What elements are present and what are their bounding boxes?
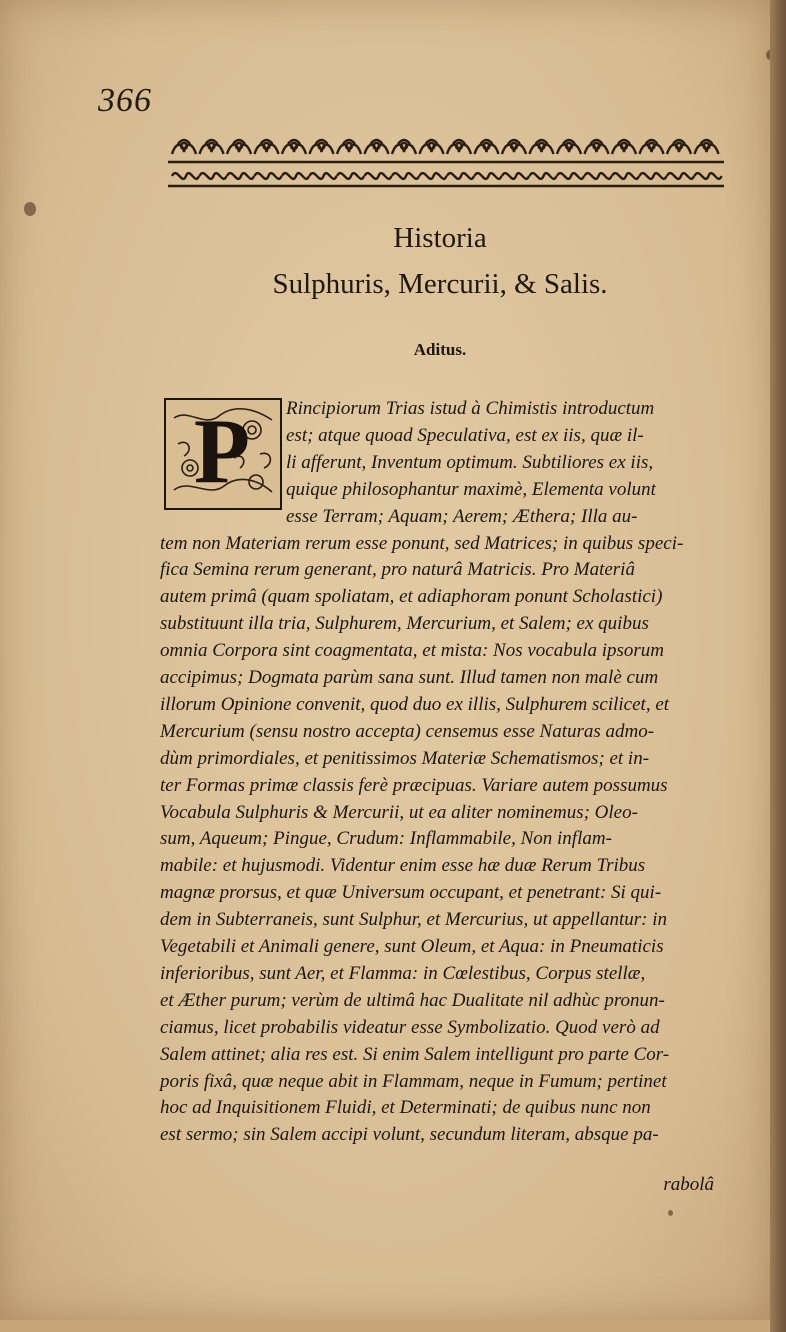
text-line: esse Terram; Aquam; Aerem; Æthera; Illa au- [286, 505, 638, 527]
text-line: inferioribus, sunt Aer, et Flamma: in Cœlestibus, Corpus stellæ, [160, 962, 646, 984]
section-heading: Aditus. [413, 340, 467, 359]
text-line: omnia Corpora sint coagmentata, et mista: Nos vocabula ipsorum [160, 640, 665, 662]
text-line: Rincipiorum Trias istud à Chimistis introductum [286, 398, 655, 419]
title-line-1: Historia [393, 222, 487, 254]
text-line: li afferunt, Inventum optimum. Subtiliores ex iis, [286, 451, 654, 473]
text-line: est; atque quoad Speculativa, est ex iis, quæ il- [286, 424, 644, 446]
text-line: Vegetabili et Animali genere, sunt Oleum, et Aqua: in Pneumaticis [160, 936, 664, 957]
text-line: ter Formas primæ classis ferè præcipuas. Variare autem possumus [160, 774, 668, 796]
text-line: et Æther purum; verùm de ultimâ hac Dualitate nil adhùc pronun- [160, 989, 665, 1011]
book-gutter [770, 0, 786, 1332]
text-line: substituunt illa tria, Sulphurem, Mercurium, et Salem; ex quibus [160, 613, 649, 635]
text-line: sum, Aqueum; Pingue, Crudum: Inflammabile, Non inflam- [160, 828, 612, 850]
text-line: illorum Opinione convenit, quod duo ex illis, Sulphurem scilicet, et [160, 693, 670, 715]
text-line: tem non Materiam rerum esse ponunt, sed Matrices; in quibus speci- [160, 532, 684, 554]
catchword: rabolâ [663, 1174, 714, 1195]
text-line: dem in Subterraneis, sunt Sulphur, et Mercurius, ut appellantur: in [160, 909, 667, 931]
text-line: hoc ad Inquisitionem Fluidi, et Determinati; de quibus nunc non [160, 1097, 651, 1119]
text-line: poris fixâ, quæ neque abit in Flammam, neque in Fumum; pertinet [160, 1070, 667, 1092]
ink-spot [668, 1210, 673, 1216]
text-line: ciamus, licet probabilis videatur esse Symbolizatio. Quod verò ad [160, 1016, 660, 1038]
text-line: fica Semina rerum generant, pro naturâ Matricis. Pro Materiâ [160, 559, 635, 581]
title-line-2: Sulphuris, Mercurii, & Salis. [272, 268, 608, 300]
page-number: 366 [98, 82, 152, 119]
text-line: autem primâ (quam spoliatam, et adiaphoram ponunt Scholastici) [160, 586, 663, 608]
text-line: mabile: et hujusmodi. Videntur enim esse hæ duæ Rerum Tribus [160, 855, 646, 877]
text-line: Mercurium (sensu nostro accepta) censemus esse Naturas admo- [160, 720, 655, 742]
text-line: est sermo; sin Salem accipi volunt, secundum literam, absque pa- [160, 1124, 659, 1146]
ornamental-headpiece [166, 132, 726, 190]
text-line: dùm primordiales, et penitissimos Materiæ Schematismos; et in- [160, 747, 650, 769]
dropcap-letter: P [193, 400, 251, 502]
text-line: quique philosophantur maximè, Elementa volunt [286, 478, 656, 500]
text-line: magnæ prorsus, et quæ Universum occupant, et penetrant: Si qui- [160, 882, 662, 904]
decorated-initial [164, 398, 282, 510]
text-line: accipimus; Dogmata parùm sana sunt. Illud tamen non malè cum [160, 667, 659, 688]
ink-spot [24, 202, 36, 216]
text-line: Salem attinet; alia res est. Si enim Salem intelligunt pro parte Cor- [160, 1043, 670, 1065]
text-line: Vocabula Sulphuris & Mercurii, ut ea aliter nominemus; Oleo- [160, 801, 638, 823]
